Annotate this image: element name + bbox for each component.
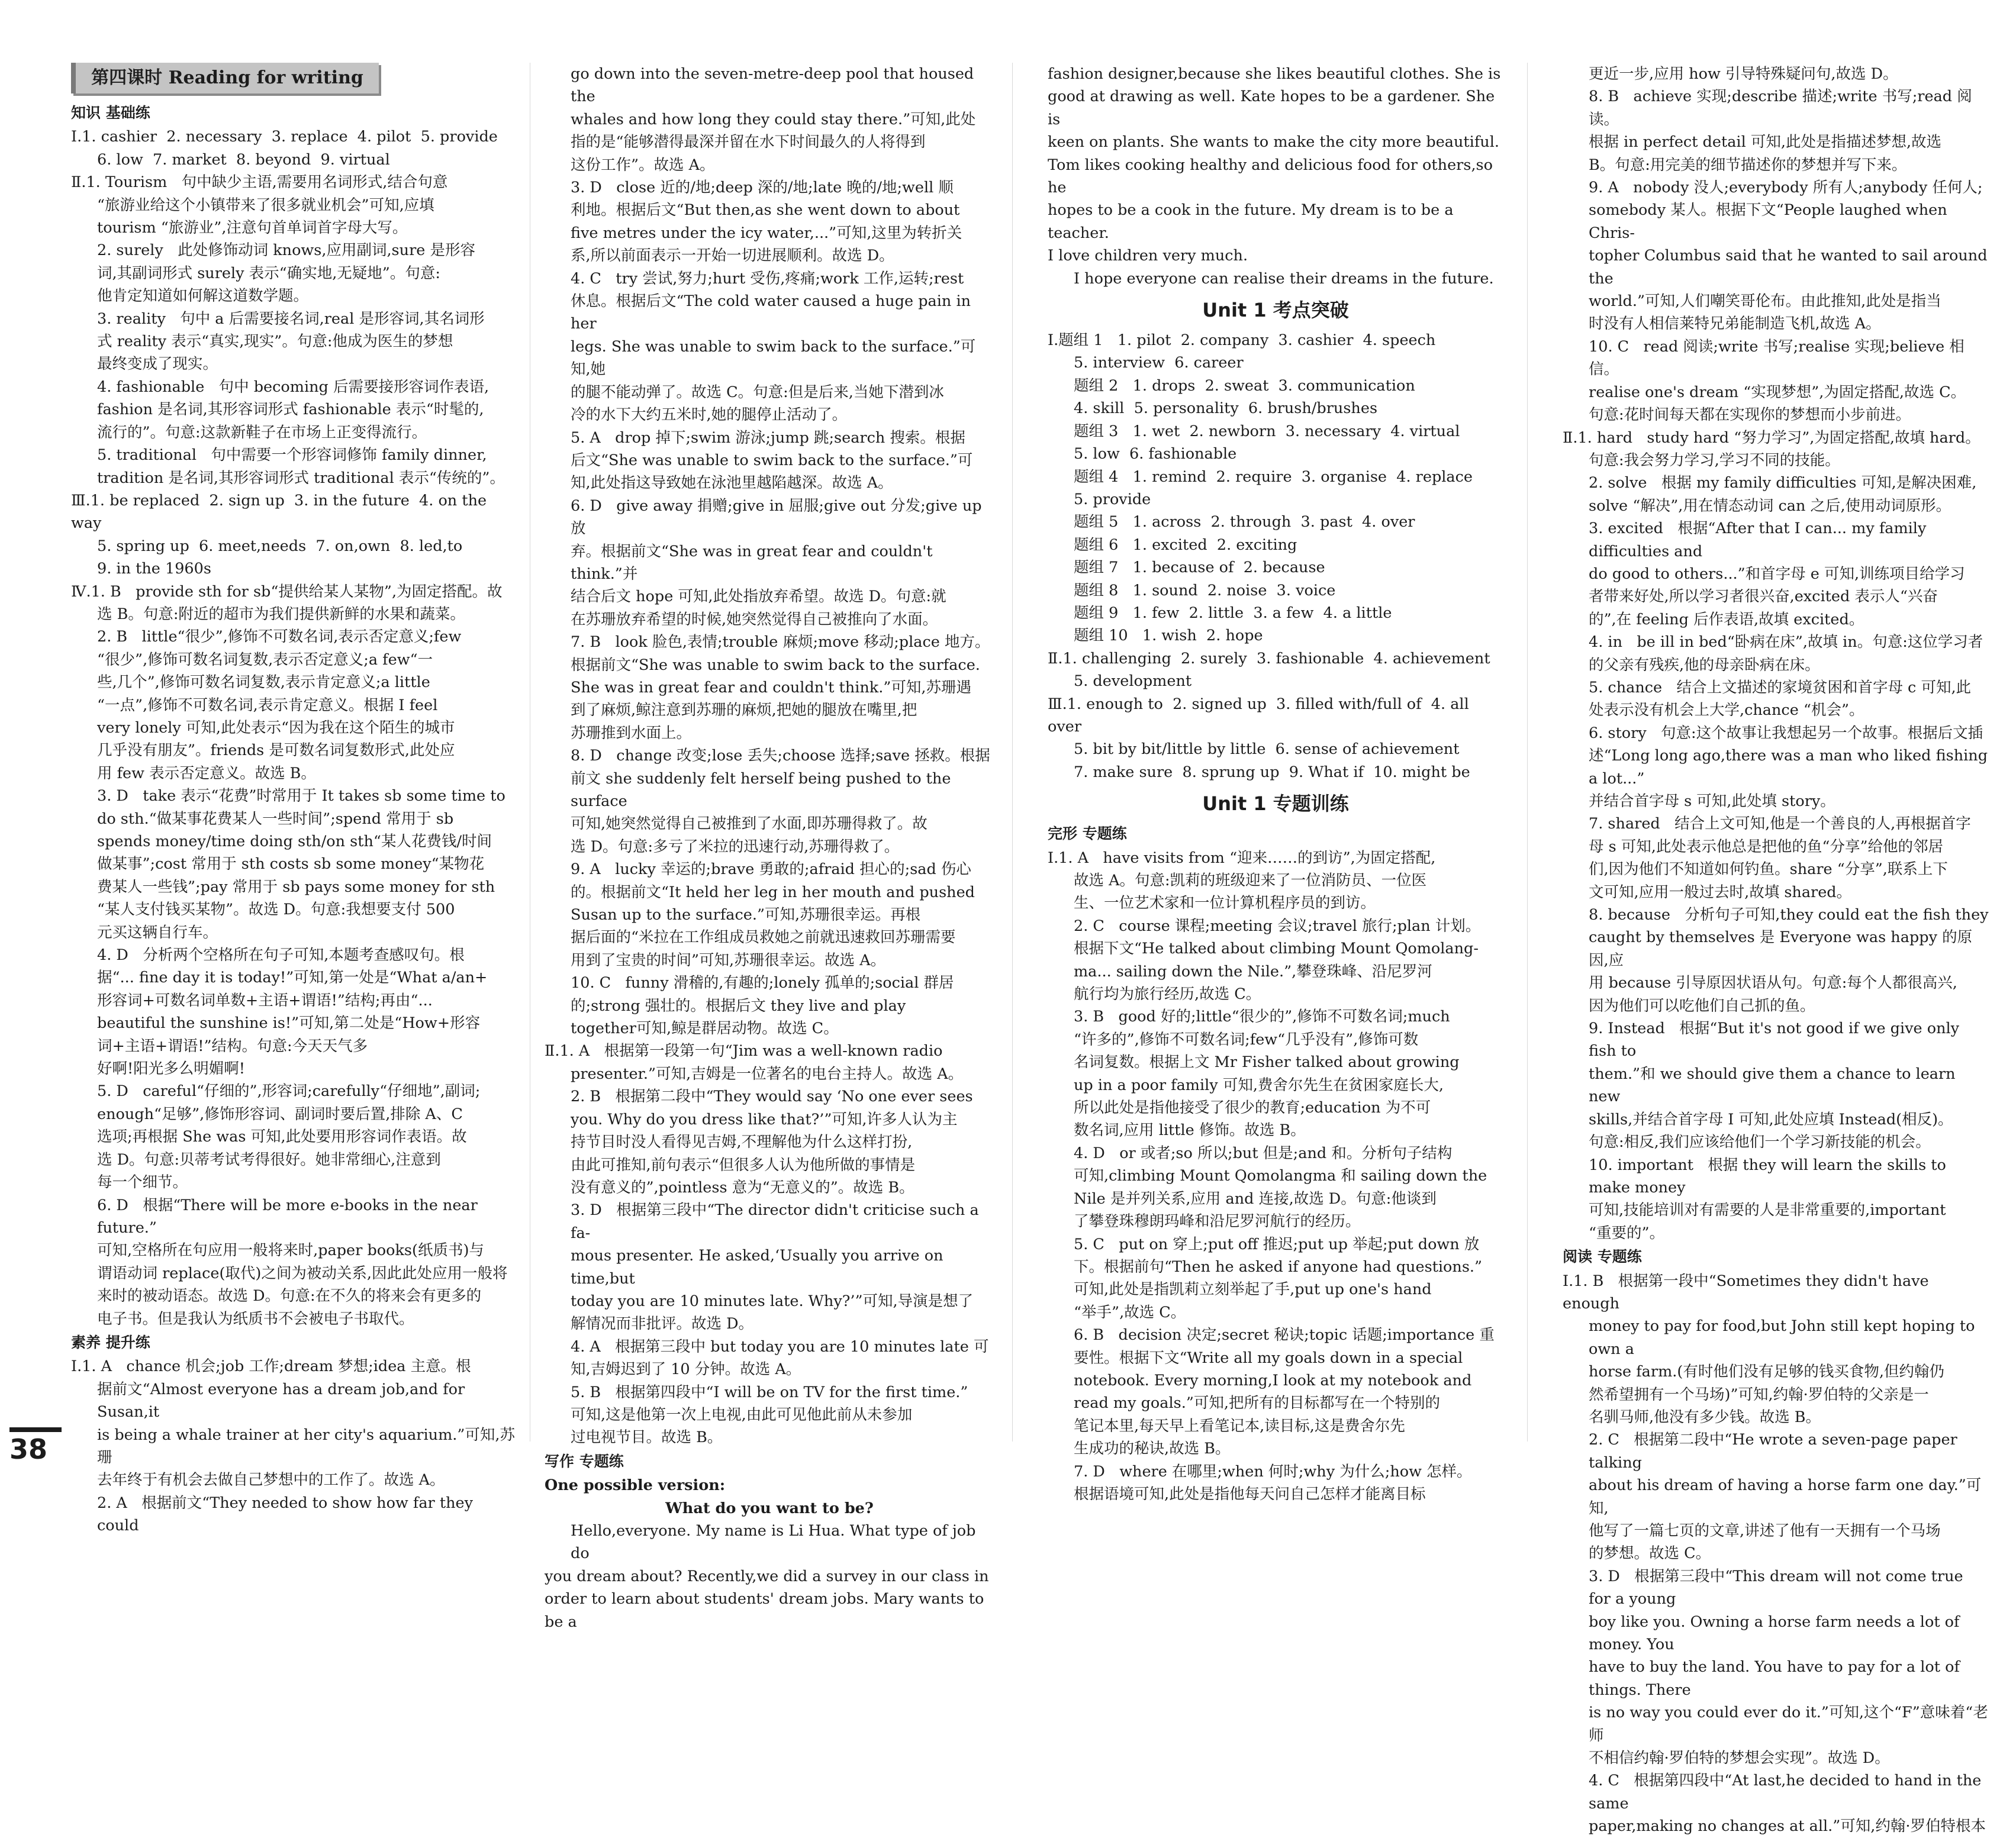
text-line: 5. low 6. fashionable xyxy=(1074,445,1237,463)
text-line: 5. A drop 掉下;swim 游泳;jump 跳;search 搜索。根据 xyxy=(571,428,965,447)
text-line: today you are 10 minutes late. Why?’”可知,导演是想了 xyxy=(571,1292,974,1310)
page-number-bar xyxy=(9,1427,62,1432)
text-line: 的;strong 强壮的。根据后文 they live and play xyxy=(571,997,906,1015)
text-line: 6. D give away 捐赠;give in 屈服;give out 分发;give up 放 xyxy=(571,496,987,538)
text-line: Ⅱ.1. challenging 2. surely 3. fashionable 4. achievement xyxy=(1048,649,1490,668)
text-line: 时没有人相信莱特兄弟能制造飞机,故选 A。 xyxy=(1589,315,1881,333)
text-line: 词,其副词形式 surely 表示“确实地,无疑地”。句意: xyxy=(97,264,440,282)
text-line: “许多的”,修饰不可数名词;few“几乎没有”,修饰可数 xyxy=(1074,1030,1419,1049)
column-3 xyxy=(1048,63,1503,1503)
section-heading: 素养 提升练 xyxy=(71,1333,150,1351)
text-line: 苏珊推到水面上。 xyxy=(571,724,692,742)
page-number: 38 xyxy=(9,1433,48,1465)
text-line: 的父亲有残疾,他的母亲卧病在床。 xyxy=(1589,656,1820,674)
text-line: Susan up to the surface.”可知,苏珊很幸运。再根 xyxy=(571,906,921,924)
text-line: Ⅲ.1. be replaced 2. sign up 3. in the future 4. on the way xyxy=(71,491,492,533)
text-line: 数名词,应用 little 修饰。故选 B。 xyxy=(1074,1121,1306,1140)
text-line: She was in great fear and couldn't think.”可知,苏珊遇 xyxy=(571,678,972,696)
text-line: Ⅱ.1. A 根据第一段第一句“Jim was a well-known radio xyxy=(545,1042,943,1060)
text-line: 5. interview 6. career xyxy=(1074,354,1244,372)
text-line: ma... sailing down the Nile.”,攀登珠峰、沿尼罗河 xyxy=(1074,962,1432,981)
text-line: Ⅳ.1. B provide sth for sb“提供给某人某物”,为固定搭配。故 xyxy=(71,582,503,601)
text-line: 3. B good 好的;little“很少的”,修饰不可数名词;much xyxy=(1074,1008,1450,1026)
text-line: 2. C course 课程;meeting 会议;travel 旅行;plan 计划。 xyxy=(1074,917,1481,935)
text-line: 题组 3 1. wet 2. newborn 3. necessary 4. virtual xyxy=(1074,422,1460,440)
text-line: 3. reality 句中 a 后需要接名词,real 是形容词,其名词形 xyxy=(97,309,485,328)
text-line: 用 because 引导原因状语从句。句意:每个人都很高兴, xyxy=(1589,974,1957,992)
text-line: 4. A 根据第三段中 but today you are 10 minutes late 可 xyxy=(571,1337,989,1356)
text-line: 这份工作”。故选 A。 xyxy=(571,156,715,174)
text-line: 由此可推知,前句表示“但很多人认为他所做的事情是 xyxy=(571,1156,916,1174)
text-line: 根据语境可知,此处是指他每天问自己怎样才能离目标 xyxy=(1074,1485,1426,1503)
text-line: “重要的”。 xyxy=(1589,1224,1665,1242)
text-line: 了攀登珠穆朗玛峰和沿尼罗河航行的经历。 xyxy=(1074,1213,1361,1231)
text-line: 文可知,应用一般过去时,故填 shared。 xyxy=(1589,883,1852,901)
text-line: 知,吉姆迟到了 10 分钟。故选 A。 xyxy=(571,1360,801,1379)
text-line: 2. B 根据第二段中“They would say ‘No one ever sees xyxy=(571,1088,973,1106)
text-line: B。句意:用完美的细节描述你的梦想并写下来。 xyxy=(1589,156,1907,174)
section-heading: 知识 基础练 xyxy=(71,104,150,121)
text-line: 用到了宝贵的时间”可知,苏珊很幸运。故选 A。 xyxy=(571,951,886,969)
text-line: 去年终于有机会去做自己梦想中的工作了。故选 A。 xyxy=(97,1471,445,1489)
text-line: 9. in the 1960s xyxy=(97,560,211,578)
text-line: Hello,everyone. My name is Li Hua. What type of job do xyxy=(571,1522,981,1563)
section-heading: 完形 专题练 xyxy=(1048,825,1127,843)
text-line: 选项;再根据 She was 可知,此处要用形容词作表语。故 xyxy=(97,1128,467,1146)
text-line: 解情况而非批评。故选 D。 xyxy=(571,1315,754,1333)
text-line: 3. D 根据第三段中“This dream will not come true for a young xyxy=(1589,1567,1968,1608)
text-line: mous presenter. He asked,‘Usually you arrive on time,but xyxy=(571,1247,948,1288)
text-line: 费某人一些钱”;pay 常用于 sb pays some money for sth xyxy=(97,878,495,896)
text-line: 后文“She was unable to swim back to the surface.”可 xyxy=(571,451,973,469)
text-line: 3. excited 根据“After that I can... my family difficulties and xyxy=(1589,520,1931,560)
text-line: 选 D。句意:贝蒂考试考得很好。她非常细心,注意到 xyxy=(97,1150,441,1169)
text-line: 元买这辆自行车。 xyxy=(97,923,218,941)
text-line: Ⅰ.1. cashier 2. necessary 3. replace 4. pilot 5. provide xyxy=(71,128,498,146)
text-line: Tom likes cooking healthy and delicious food for others,so he xyxy=(1048,156,1498,197)
text-line: is no way you could ever do it.”可知,这个“F”意味着“老师 xyxy=(1589,1704,1988,1745)
text-line: go down into the seven-metre-deep pool that housed the xyxy=(571,65,979,106)
text-line: very lonely 可知,此处表示“因为我在这个陌生的城市 xyxy=(97,718,455,737)
text-line: do sth.“做某事花费某人一些时间”;spend 常用于 sb xyxy=(97,810,454,828)
column-divider xyxy=(1012,63,1013,1442)
text-line: 题组 9 1. few 2. little 3. a few 4. a little xyxy=(1074,604,1392,622)
text-line: 根据前文“She was unable to swim back to the surface. xyxy=(571,656,980,674)
text-line: 5. D careful“仔细的”,形容词;carefully“仔细地”,副词; xyxy=(97,1082,481,1101)
text-line: 5. provide xyxy=(1074,490,1151,508)
text-line: 述“Long long ago,there was a man who liked fishing a lot...” xyxy=(1589,747,1993,788)
text-line: 2. surely 此处修饰动词 knows,应用副词,sure 是形容 xyxy=(97,241,475,260)
text-line: 8. B achieve 实现;describe 描述;write 书写;read 阅读。 xyxy=(1589,88,1972,128)
text-line: 5. traditional 句中需要一个形容词修饰 family dinner, xyxy=(97,446,487,465)
text-line: you. Why do you dress like that?’”可知,许多人认为主 xyxy=(571,1110,958,1128)
text-line: 10. important 根据 they will learn the skills to make money xyxy=(1589,1156,1951,1197)
text-line: 笔记本里,每天早上看笔记本,读目标,这是费舍尔先 xyxy=(1074,1417,1405,1435)
text-line: “举手”,故选 C。 xyxy=(1074,1303,1186,1321)
text-line: 不相信约翰·罗伯特的梦想会实现”。故选 D。 xyxy=(1589,1749,1890,1768)
text-line: tradition 是名词,其形容词形式 traditional 表示“传统的”。 xyxy=(97,469,505,487)
text-line: 前文 she suddenly felt herself being pushed to the surface xyxy=(571,769,956,810)
section-heading: 写作 专题练 xyxy=(545,1452,624,1470)
column-2 xyxy=(545,63,994,1631)
text-line: 7. shared 结合上文可知,他是一个善良的人,再根据首字 xyxy=(1589,815,1971,833)
text-line: 来时的被动语态。故选 D。句意:在不久的将来会有更多的 xyxy=(97,1287,482,1305)
text-line: 谓语动词 replace(取代)之间为被动关系,因此此处应用一般将 xyxy=(97,1264,508,1282)
text-line: whales and how long they could stay there.”可知,此处 xyxy=(571,110,976,128)
text-line: 4. D or 或者;so 所以;but 但是;and 和。分析句子结构 xyxy=(1074,1144,1453,1162)
text-line: 2. solve 根据 my family difficulties 可知,是解决困难, xyxy=(1589,474,1977,492)
text-line: you dream about? Recently,we did a survey in our class in xyxy=(545,1567,989,1585)
text-line: 他肯定知道如何解这道数学题。 xyxy=(97,287,309,305)
text-line: Nile 是并列关系,应用 and 连接,故选 D。句意:他谈到 xyxy=(1074,1189,1437,1208)
text-line: realise one's dream “实现梦想”,为固定搭配,故选 C。 xyxy=(1589,383,1966,401)
text-line: 可知,技能培训对有需要的人是非常重要的,important xyxy=(1589,1201,1946,1220)
text-line: 形容词+可数名词单数+主语+谓语!”结构;再由“... xyxy=(97,991,433,1010)
text-line: 8. D change 改变;lose 丢失;choose 选择;save 拯救。根据 xyxy=(571,747,990,765)
text-line: 据后面的“米拉在工作组成员救她之前就迅速救回苏珊需要 xyxy=(571,928,956,947)
text-line: 题组 4 1. remind 2. require 3. organise 4. replace xyxy=(1074,467,1473,486)
text-line: 6. low 7. market 8. beyond 9. virtual xyxy=(97,150,390,169)
text-line: 2. C 根据第二段中“He wrote a seven-page paper talking xyxy=(1589,1431,1962,1472)
column-4 xyxy=(1563,63,1993,1836)
text-line: boy like you. Owning a horse farm needs a lot of money. You xyxy=(1589,1613,1965,1654)
text-line: keen on plants. She wants to make the city more beautiful. xyxy=(1048,133,1499,151)
text-line: 过电视节目。故选 B。 xyxy=(571,1429,723,1447)
text-line: One possible version: xyxy=(545,1476,726,1495)
text-line: 10. C funny 滑稽的,有趣的;lonely 孤单的;social 群居 xyxy=(571,974,954,992)
text-line: enough“足够”,修饰形容词、副词时要后置,排除 A、C xyxy=(97,1105,463,1123)
text-line: Ⅱ.1. hard study hard “努力学习”,为固定搭配,故填 hard。 xyxy=(1563,428,1980,447)
text-line: 名词复数。根据上文 Mr Fisher talked about growing xyxy=(1074,1053,1460,1072)
text-line: five metres under the icy water,...”可知,这里为转折关 xyxy=(571,224,962,242)
text-line: 9. A lucky 幸运的;brave 勇敢的;afraid 担心的;sad 伤心 xyxy=(571,860,971,879)
text-line: 选 D。句意:多亏了米拉的迅速行动,苏珊得救了。 xyxy=(571,837,900,856)
text-line: 每一个细节。 xyxy=(97,1173,188,1192)
text-line: “一点”,修饰不可数名词,表示肯定意义。根据 I feel xyxy=(97,696,438,714)
text-line: 用 few 表示否定意义。故选 B。 xyxy=(97,764,316,782)
text-line: 5. bit by bit/little by little 6. sense of achievement xyxy=(1074,740,1460,759)
text-line: 9. A nobody 没人;everybody 所有人;anybody 任何人; xyxy=(1589,179,1983,197)
text-line: solve “解决”,用在情态动词 can 之后,使用动词原形。 xyxy=(1589,496,1951,515)
text-line: 6. B decision 决定;secret 秘诀;topic 话题;importance 重 xyxy=(1074,1326,1495,1344)
lesson-header: 第四课时 Reading for writing xyxy=(71,63,379,93)
column-divider xyxy=(1527,63,1528,1442)
text-line: 冷的水下大约五米时,她的腿停止活动了。 xyxy=(571,406,848,424)
text-line: 并结合首字母 s 可知,此处填 story。 xyxy=(1589,792,1835,810)
text-line: topher Columbus said that he wanted to sail around the xyxy=(1589,247,1992,288)
text-line: Ⅲ.1. enough to 2. signed up 3. filled with/full of 4. all over xyxy=(1048,695,1474,736)
text-line: Ⅱ.1. Tourism 句中缺少主语,需要用名词形式,结合句意 xyxy=(71,173,448,192)
text-line: 题组 5 1. across 2. through 3. past 4. over xyxy=(1074,513,1415,531)
text-line: 更近一步,应用 how 引导特殊疑问句,故选 D。 xyxy=(1589,65,1898,83)
text-line: 5. spring up 6. meet,needs 7. on,own 8. led,to xyxy=(97,537,463,555)
text-line: presenter.”可知,吉姆是一位著名的电台主持人。故选 A。 xyxy=(571,1065,964,1083)
text-line: 他写了一篇七页的文章,讲述了他有一天拥有一个马场 xyxy=(1589,1522,1941,1540)
text-line: them.”和 we should give them a chance to learn new xyxy=(1589,1065,1960,1106)
text-line: spends money/time doing sth/on sth“某人花费钱/时间 xyxy=(97,833,492,850)
text-line: beautiful the sunshine is!”可知,第二处是“How+形容 xyxy=(97,1014,481,1033)
section-heading: 阅读 专题练 xyxy=(1563,1248,1642,1266)
essay-title: What do you want to be? xyxy=(665,1499,874,1517)
text-line: 2. B little“很少”,修饰不可数名词,表示否定意义;few xyxy=(97,628,462,646)
unit-title: Unit 1 考点突破 xyxy=(1202,299,1349,322)
text-line: Ⅰ.1. B 根据第一段中“Sometimes they didn't have enough xyxy=(1563,1272,1934,1313)
text-line: good at drawing as well. Kate hopes to be a gardener. She is xyxy=(1048,88,1500,128)
text-line: 最终变成了现实。 xyxy=(97,355,218,373)
text-line: 可知,空格所在句应用一般将来时,paper books(纸质书)与 xyxy=(97,1242,484,1260)
text-line: 的梦想。故选 C。 xyxy=(1589,1544,1711,1563)
text-line: 5. B 根据第四段中“I will be on TV for the first time.” xyxy=(571,1383,968,1401)
text-line: 式 reality 表示“真实,现实”。句意:他成为医生的梦想 xyxy=(97,333,453,351)
text-line: 的”,在 feeling 后作表语,故填 excited。 xyxy=(1589,610,1864,628)
text-line: money to pay for food,but John still kept hoping to own a xyxy=(1589,1317,1980,1358)
text-line: “旅游业给这个小镇带来了很多就业机会”可知,应填 xyxy=(97,196,434,214)
text-line: 4. in be ill in bed“卧病在床”,故填 in。句意:这位学习者 xyxy=(1589,633,1983,652)
text-line: 词+主语+谓语!”结构。句意:今天天气多 xyxy=(97,1037,368,1055)
text-line: 7. make sure 8. sprung up 9. What if 10. might be xyxy=(1074,763,1470,781)
text-line: together可知,鲸是群居动物。故选 C。 xyxy=(571,1020,839,1038)
text-line: 据前文“Almost everyone has a dream job,and for Susan,it xyxy=(97,1380,470,1421)
text-line: 6. story 句意:这个故事让我想起另一个故事。根据后文插 xyxy=(1589,724,1983,742)
text-line: 3. D 根据第三段中“The director didn't criticise such a fa- xyxy=(571,1201,984,1242)
text-line: 5. development xyxy=(1074,672,1192,691)
text-line: 可知,她突然觉得自己被推到了水面,即苏珊得救了。故 xyxy=(571,815,928,833)
text-line: 结合后文 hope 可知,此处指放弃希望。故选 D。句意:就 xyxy=(571,588,946,606)
text-line: 电子书。但是我认为纸质书不会被电子书取代。 xyxy=(97,1310,414,1328)
text-line: 题组 8 1. sound 2. noise 3. voice xyxy=(1074,581,1336,599)
text-line: 可知,climbing Mount Qomolangma 和 sailing down the xyxy=(1074,1167,1487,1185)
text-line: 生成功的秘诀,故选 B。 xyxy=(1074,1440,1231,1458)
text-line: hopes to be a cook in the future. My dream is to be a teacher. xyxy=(1048,201,1458,242)
text-line: 到了麻烦,鲸注意到苏珊的麻烦,把她的腿放在嘴里,把 xyxy=(571,701,917,720)
column-1 xyxy=(71,63,515,1535)
text-line: 系,所以前面表示一开始一切进展顺利。故选 D。 xyxy=(571,247,894,265)
text-line: 的腿不能动弹了。故选 C。句意:但是后来,当她下潜到冰 xyxy=(571,383,944,401)
text-line: 要性。根据下文“Write all my goals down in a special xyxy=(1074,1349,1463,1367)
text-line: 指的是“能够潜得最深并留在水下时间最久的人将得到 xyxy=(571,133,926,151)
text-line: fashion 是名词,其形容词形式 fashionable 表示“时髦的, xyxy=(97,401,484,419)
text-line: 7. B look 脸色,表情;trouble 麻烦;move 移动;place 地方。 xyxy=(571,633,990,652)
text-line: up in a poor family 可知,费舍尔先生在贫困家庭长大, xyxy=(1074,1076,1444,1094)
text-line: 知,此处指这导致她在泳池里越陷越深。故选 A。 xyxy=(571,474,893,492)
text-line: Ⅰ.1. A chance 机会;job 工作;dream 梦想;idea 主意。根 xyxy=(71,1357,471,1376)
text-line: 所以此处是指他接受了很少的教育;education 为不可 xyxy=(1074,1099,1431,1117)
unit-title: Unit 1 专题训练 xyxy=(1202,792,1349,815)
text-line: notebook. Every morning,I look at my notebook and xyxy=(1074,1371,1472,1389)
text-line: 几乎没有朋友”。friends 是可数名词复数形式,此处应 xyxy=(97,741,455,760)
text-line: 做某事”;cost 常用于 sth costs sb some money“某物花 xyxy=(97,855,485,873)
text-line: have to buy the land. You have to pay for a lot of things. There xyxy=(1589,1658,1965,1699)
text-line: read my goals.”可知,把所有的目标都写在一个特别的 xyxy=(1074,1394,1440,1413)
text-line: 们,因为他们不知道如何钓鱼。share “分享”,联系上下 xyxy=(1589,860,1948,879)
text-line: caught by themselves 是 Everyone was happy 的原因,应 xyxy=(1589,928,1973,969)
text-line: 利地。根据后文“But then,as she went down to about xyxy=(571,201,960,220)
text-line: 9. Instead 根据“But it's not good if we give only fish to xyxy=(1589,1020,1965,1060)
text-line: 选 B。句意:附近的超市为我们提供新鲜的水果和蔬菜。 xyxy=(97,605,465,623)
text-line: 些,几个”,修饰可数名词复数,表示肯定意义;a little xyxy=(97,673,430,692)
text-line: 下。根据前句“Then he asked if anyone had questions.” xyxy=(1074,1257,1483,1276)
text-line: 题组 10 1. wish 2. hope xyxy=(1074,627,1263,645)
text-line: 弃。根据前文“She was in great fear and couldn't think.”并 xyxy=(571,542,938,583)
text-line: legs. She was unable to swim back to the surface.”可知,她 xyxy=(571,337,976,379)
text-line: 没有意义的”,pointless 意为“无意义的”。故选 B。 xyxy=(571,1178,914,1197)
text-line: 7. D where 在哪里;when 何时;why 为什么;how 怎样。 xyxy=(1074,1462,1472,1481)
text-line: horse farm.(有时他们没有足够的钱买食物,但约翰仍 xyxy=(1589,1363,1944,1381)
text-line: 休息。根据后文“The cold water caused a huge pain in her xyxy=(571,292,976,333)
text-line: “很少”,修饰可数名词复数,表示否定意义;a few“一 xyxy=(97,650,433,669)
text-line: 8. because 分析句子可知,they could eat the fish they xyxy=(1589,906,1989,924)
text-line: 持节目时没人看得见吉姆,不理解他为什么这样打扮, xyxy=(571,1133,913,1152)
text-line: Ⅰ.1. A have visits from “迎来……的到访”,为固定搭配, xyxy=(1048,849,1436,867)
text-line: about his dream of having a horse farm one day.”可知, xyxy=(1589,1476,1982,1517)
text-line: skills,并结合首字母 I 可知,此处应填 Instead(相反)。 xyxy=(1589,1110,1953,1128)
text-line: 母 s 可知,此处表示他总是把他的鱼“分享”给他的邻居 xyxy=(1589,837,1943,856)
text-line: 5. chance 结合上文描述的家境贫困和首字母 c 可知,此 xyxy=(1589,678,1972,696)
text-line: 者带来好处,所以学习者很兴奋,excited 表示人“兴奋 xyxy=(1589,588,1938,606)
text-line: 据“... fine day it is today!”可知,第一处是“What a/an+ xyxy=(97,969,488,987)
text-line: do good to others...”和首字母 e 可知,训练项目给学习 xyxy=(1589,565,1965,583)
text-line: 题组 7 1. because of 2. because xyxy=(1074,559,1325,577)
text-line: 流行的”。句意:这款新鞋子在市场上正变得流行。 xyxy=(97,423,427,441)
text-line: fashion designer,because she likes beautiful clothes. She is xyxy=(1048,65,1501,83)
text-line: 4. C 根据第四段中“At last,he decided to hand in the same xyxy=(1589,1772,1986,1813)
text-line: 根据下文“He talked about climbing Mount Qomolang- xyxy=(1074,940,1479,958)
text-line: 在苏珊放弃希望的时候,她突然觉得自己被推向了水面。 xyxy=(571,610,938,628)
text-line: 3. D close 近的/地;deep 深的/地;late 晚的/地;well 顺 xyxy=(571,179,954,197)
text-line: Ⅰ.题组 1 1. pilot 2. company 3. cashier 4. speech xyxy=(1048,331,1436,350)
text-line: 故选 A。句意:凯莉的班级迎来了一位消防员、一位医 xyxy=(1074,872,1427,889)
text-line: 根据 in perfect detail 可知,此处是指描述梦想,故选 xyxy=(1589,133,1942,151)
text-line: 6. D 根据“There will be more e-books in the near future.” xyxy=(97,1196,482,1237)
text-line: 处表示没有机会上大学,chance “机会”。 xyxy=(1589,701,1864,720)
text-line: 句意:相反,我们应该给他们一个学习新技能的机会。 xyxy=(1589,1133,1931,1152)
text-line: “某人支付钱买某物”。故选 D。句意:我想要支付 500 xyxy=(97,901,455,919)
text-line: tourism “旅游业”,注意句首单词首字母大写。 xyxy=(97,219,408,237)
text-line: 4. C try 尝试,努力;hurt 受伤,疼痛;work 工作,运转;rest xyxy=(571,269,964,288)
text-line: order to learn about students' dream jobs. Mary wants to be a xyxy=(545,1590,989,1631)
text-line: world.”可知,人们嘲笑哥伦布。由此推知,此处是指当 xyxy=(1589,292,1941,311)
text-line: 10. C read 阅读;write 书写;realise 实现;believe 相信。 xyxy=(1589,337,1965,379)
text-line: 题组 2 1. drops 2. sweat 3. communication xyxy=(1074,376,1415,395)
text-line: 可知,这是他第一次上电视,由此可见他此前从未参加 xyxy=(571,1405,913,1424)
text-line: I hope everyone can realise their dreams in the future. xyxy=(1074,269,1494,288)
text-line: 4. D 分析两个空格所在句子可知,本题考查感叹句。根 xyxy=(97,946,465,965)
text-line: 4. fashionable 句中 becoming 后需要接形容词作表语, xyxy=(97,378,489,396)
text-line: 因为他们可以吃他们自己抓的鱼。 xyxy=(1589,997,1815,1015)
text-line: 2. A 根据前文“They needed to show how far they could xyxy=(97,1494,478,1535)
text-line: somebody 某人。根据下文“People laughed when Chris- xyxy=(1589,201,1952,242)
text-line: paper,making no changes at all.”可知,约翰·罗伯特根本 xyxy=(1589,1817,1986,1836)
text-line: I love children very much. xyxy=(1048,247,1248,265)
text-line: 名驯马师,他没有多少钱。故选 B。 xyxy=(1589,1408,1821,1426)
text-line: 生、一位艺术家和一位计算机程序员的到访。 xyxy=(1074,894,1376,912)
text-line: 然希望拥有一个马场)”可知,约翰·罗伯特的父亲是一 xyxy=(1589,1385,1929,1404)
text-line: 句意:花时间每天都在实现你的梦想而小步前进。 xyxy=(1589,406,1911,424)
text-line: 航行均为旅行经历,故选 C。 xyxy=(1074,985,1261,1004)
text-line: 可知,此处是指凯莉立刻举起了手,put up one's hand xyxy=(1074,1281,1432,1299)
text-line: 5. C put on 穿上;put off 推迟;put up 举起;put down 放 xyxy=(1074,1235,1480,1253)
text-line: 题组 6 1. excited 2. exciting xyxy=(1074,536,1297,554)
text-line: 4. skill 5. personality 6. brush/brushes xyxy=(1074,399,1378,418)
text-line: 好啊!阳光多么明媚啊! xyxy=(97,1060,245,1078)
text-line: 句意:我会努力学习,学习不同的技能。 xyxy=(1589,451,1840,469)
text-line: is being a whale trainer at her city's aquarium.”可知,苏珊 xyxy=(97,1426,515,1466)
text-line: 的。根据前文“It held her leg in her mouth and pushed xyxy=(571,883,975,901)
text-line: 3. D take 表示“花费”时常用于 It takes sb some time to xyxy=(97,787,505,805)
